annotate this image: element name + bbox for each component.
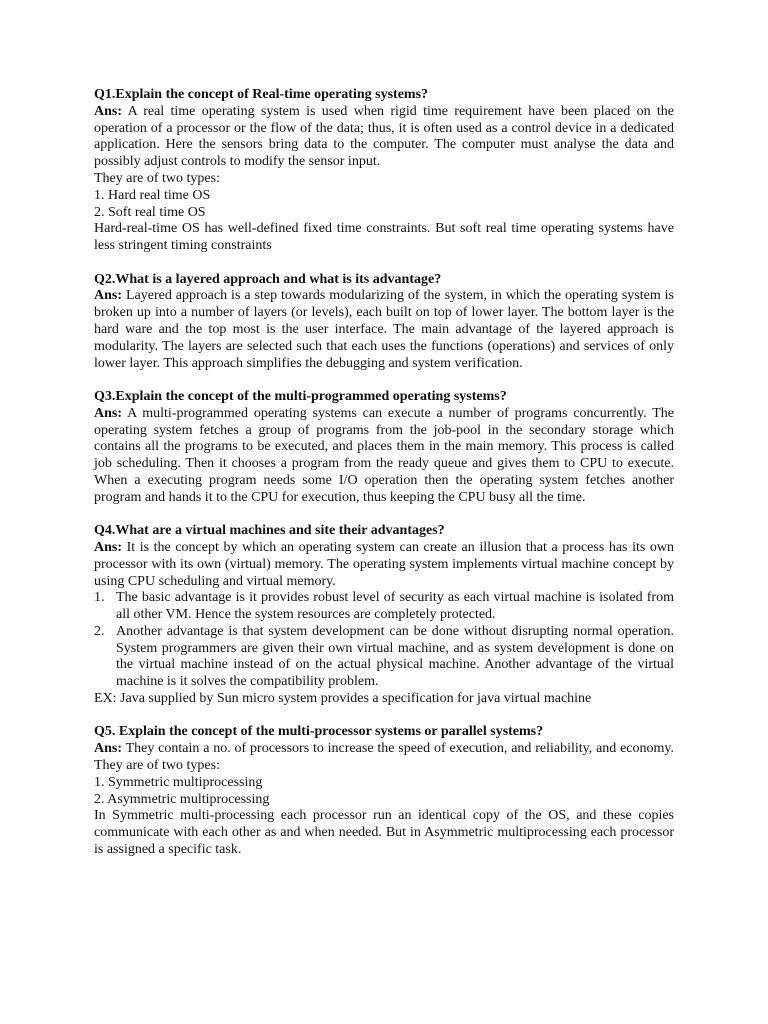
ans-label: Ans: xyxy=(94,539,123,555)
q5-question: Q5. Explain the concept of the multi-processor systems or parallel systems? xyxy=(94,724,544,740)
list-item-number: 2. xyxy=(94,623,105,639)
q5-answer-text: They contain a no. of processors to increase the speed of execution, and reliability, and economy. They are of two types: xyxy=(94,741,675,774)
list-item-text: Another advantage is that system development can be done without disrupting normal operation. System programmers are given their own virtual machine, and as system development is done on the virtual machine instead of on the actual physical machine. Another advantage of the virtual machine is it solves the compatibility problem. xyxy=(116,623,674,690)
q3-answer xyxy=(94,406,674,507)
q5-section xyxy=(94,724,674,858)
q1-closing: Hard-real-time OS has well-defined fixed time constraints. But soft real time operating systems have less stringent timing constraints xyxy=(94,221,674,254)
q5-closing: In Symmetric multi-processing each processor run an identical copy of the OS, and these copies communicate with each other as and when needed. But in Asymmetric multiprocessing each processor is assigned a specific task. xyxy=(94,808,674,858)
q5-type-1: 1. Symmetric multiprocessing xyxy=(94,774,263,790)
q4-question: Q4.What are a virtual machines and site their advantages? xyxy=(94,523,445,539)
list-item-text: The basic advantage is it provides robust level of security as each virtual machine is isolated from all other VM. Hence the system resources are completely protected. xyxy=(116,590,674,623)
list-item-number: 1. xyxy=(94,590,105,606)
q1-type-1: 1. Hard real time OS xyxy=(94,187,211,203)
ans-label: Ans: xyxy=(94,405,123,421)
q5-type-2: 2. Asymmetric multiprocessing xyxy=(94,791,270,807)
list-item xyxy=(94,624,674,691)
q2-answer-text: Layered approach is a step towards modularizing of the system, in which the operating system is broken up into a number of layers (or levels), each built on top of lower layer. The bottom layer is the hard ware and the top most is the user interface. The main advantage of the layered approach is modularity. The layers are selected such that each uses the functions (operations) and services of only lower layer. This approach simplifies the debugging and system verification. xyxy=(94,288,675,371)
q2-section xyxy=(94,272,674,373)
ans-label: Ans: xyxy=(94,741,123,757)
q2-answer xyxy=(94,288,674,372)
q2-question: Q2.What is a layered approach and what is its advantage? xyxy=(94,271,442,287)
q4-advantages-list xyxy=(94,590,674,691)
q3-question: Q3.Explain the concept of the multi-programmed operating systems? xyxy=(94,388,507,404)
q1-question: Q1.Explain the concept of Real-time operating systems? xyxy=(94,87,429,102)
list-item xyxy=(94,590,674,624)
ans-label: Ans: xyxy=(94,288,123,304)
q1-types-line: They are of two types: xyxy=(94,170,220,186)
q1-answer xyxy=(94,104,674,171)
q4-answer xyxy=(94,540,674,590)
q1-section xyxy=(94,87,674,255)
q4-section xyxy=(94,523,674,708)
q4-example: EX: Java supplied by Sun micro system provides a specification for java virtual machine xyxy=(94,691,592,707)
ans-label: Ans: xyxy=(94,103,123,119)
q3-answer-text: A multi-programmed operating systems can execute a number of programs concurrently. The operating system fetches a group of programs from the job-pool in the secondary storage which contains all the programs to be executed, and places them in the main memory. This process is called job scheduling. Then it chooses a program from the ready queue and gives them to CPU to execute. When a executing program needs some I/O operation then the operating system fetches another program and hands it to the CPU for execution, thus keeping the CPU busy all the time. xyxy=(94,405,674,505)
q3-section xyxy=(94,389,674,507)
q4-answer-text: It is the concept by which an operating system can create an illusion that a process has its own processor with its own (virtual) memory. The operating system implements virtual machine concept by using CPU scheduling and virtual memory. xyxy=(94,539,675,589)
q1-answer-text: A real time operating system is used when rigid time requirement have been placed on the operation of a processor or the flow of the data; thus, it is often used as a control device in a dedicated application. Here the sensors bring data to the computer. The computer must analyse the data and possibly adjust controls to modify the sensor input. xyxy=(94,103,674,170)
q5-answer xyxy=(94,741,674,775)
q1-type-2: 2. Soft real time OS xyxy=(94,204,206,220)
